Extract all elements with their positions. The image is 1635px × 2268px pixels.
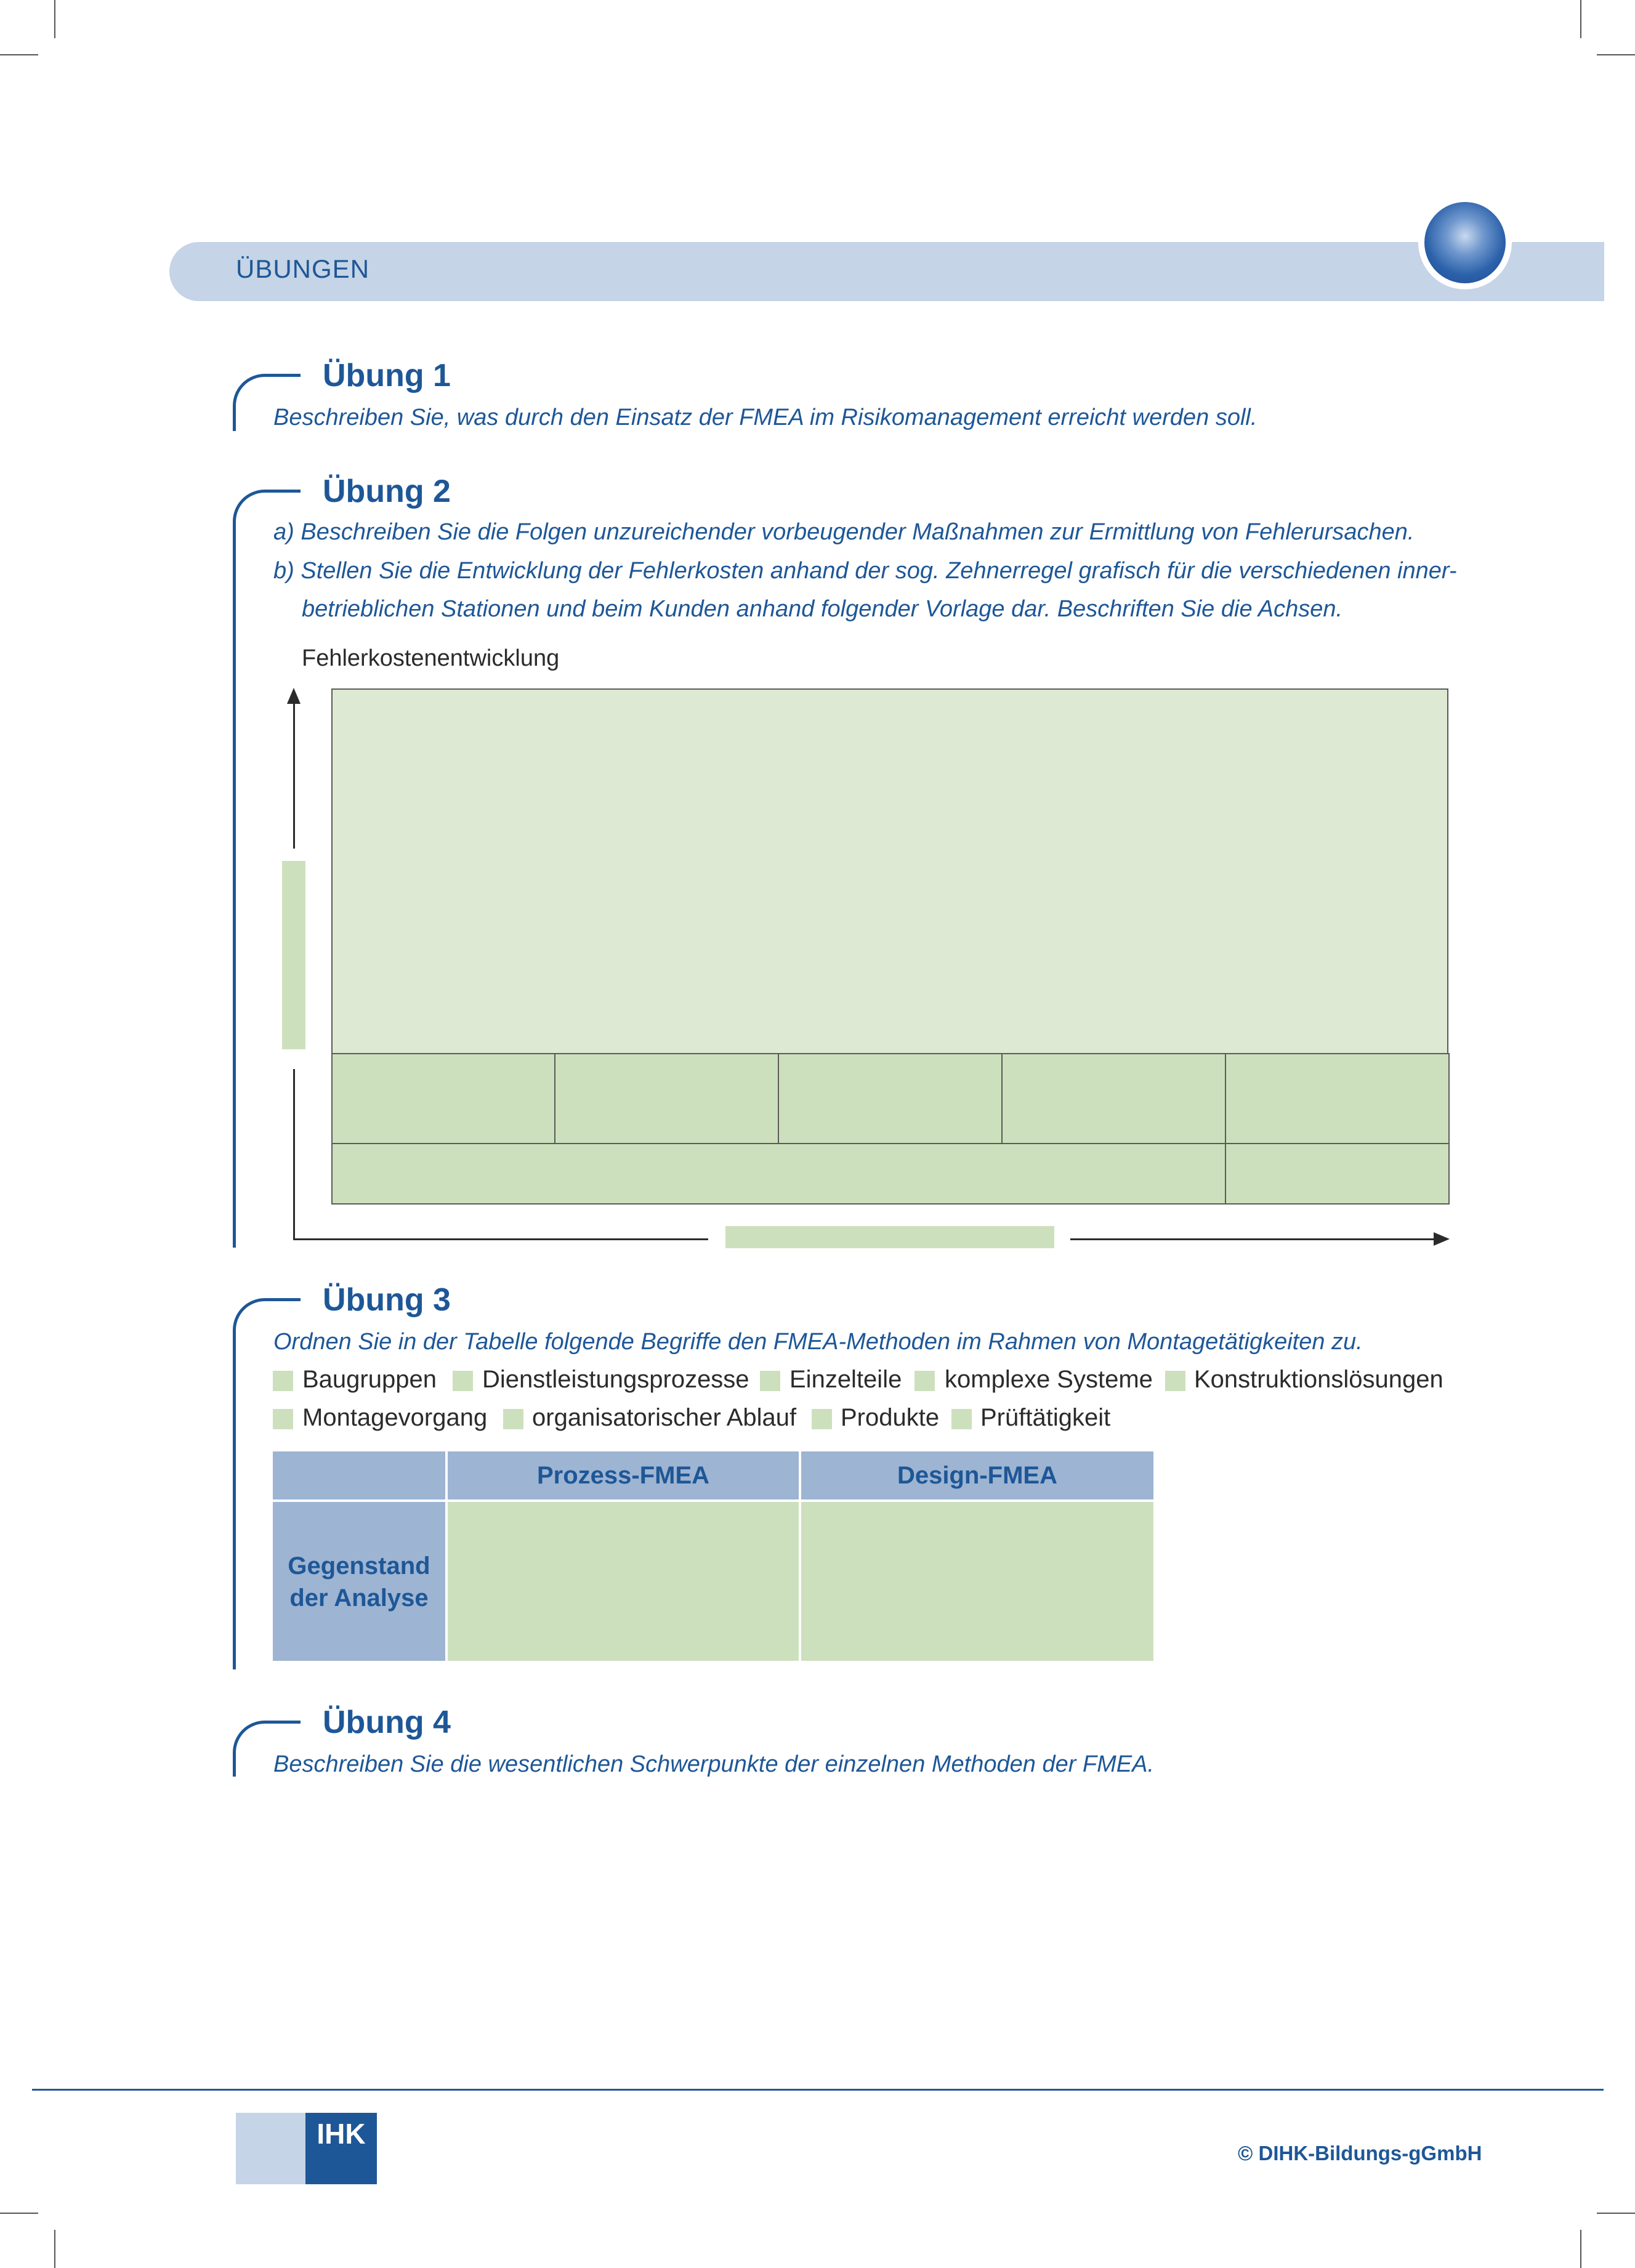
exercise-2-text-b: b) Stellen Sie die Entwicklung der Fehlerkosten anhand der sog. Zehnerregel grafisch für die verschiedenen inner- — [273, 558, 1457, 584]
copyright-text: © DIHK-Bildungs-gGmbH — [1238, 2142, 1482, 2165]
crop-mark — [1580, 0, 1581, 38]
table-row-header — [273, 1502, 445, 1661]
term-item: komplexe Systeme — [945, 1366, 1153, 1393]
x-axis-line — [293, 1238, 708, 1240]
chart-station-field — [1001, 1053, 1226, 1144]
footer-divider — [32, 2089, 1604, 2091]
term-item: Produkte — [841, 1404, 940, 1431]
table-row-header-line: Gegenstand — [288, 1552, 430, 1580]
table-corner-cell — [273, 1451, 445, 1499]
term-item: organisatorischer Ablauf — [532, 1404, 797, 1431]
exercise-2-text-b-cont: betrieblichen Stationen und beim Kunden anhand folgender Vorlage dar. Beschriften Sie die Achsen. — [302, 596, 1343, 622]
term-item: Baugruppen — [302, 1366, 437, 1393]
crop-mark — [1597, 2213, 1635, 2214]
table-header-design-fmea: Design-FMEA — [801, 1451, 1153, 1499]
chart-station-field — [778, 1053, 1003, 1144]
chart-group-field — [1225, 1143, 1450, 1205]
crop-mark — [0, 54, 38, 55]
chart-area — [331, 688, 1448, 1205]
term-bullet — [951, 1409, 972, 1429]
term-bullet — [503, 1409, 523, 1429]
y-axis-line — [293, 702, 295, 849]
chart-plot-area — [331, 688, 1448, 1054]
exercise-3-text: Ordnen Sie in der Tabelle folgende Begriffe den FMEA-Methoden im Rahmen von Montagetätigkeiten zu. — [273, 1329, 1363, 1355]
x-axis-label-field[interactable] — [725, 1226, 1054, 1248]
y-axis-line — [293, 1069, 295, 1240]
term-item: Einzelteile — [789, 1366, 902, 1393]
crop-mark — [1597, 54, 1635, 55]
x-axis-line — [1070, 1238, 1440, 1240]
term-item: Konstruktionslösungen — [1194, 1366, 1443, 1393]
exercise-1-text: Beschreiben Sie, was durch den Einsatz der FMEA im Risikomanagement erreicht werden soll. — [273, 405, 1258, 430]
exercise-3-title: Übung 3 — [323, 1282, 451, 1318]
term-bullet — [914, 1371, 935, 1391]
chart-station-field — [1225, 1053, 1450, 1144]
term-item: Prüftätigkeit — [980, 1404, 1111, 1431]
ihk-logo-text: IHK — [317, 2118, 366, 2150]
exercise-4-title: Übung 4 — [323, 1705, 451, 1740]
chart-station-field — [554, 1053, 779, 1144]
exercise-2-text-a: a) Beschreiben Sie die Folgen unzureichender vorbeugender Maßnahmen zur Ermittlung von Fehlerursachen. — [273, 519, 1415, 545]
term-item: Montagevorgang — [302, 1404, 488, 1431]
exercise-1-title: Übung 1 — [323, 358, 451, 393]
globe-icon — [1424, 202, 1506, 283]
term-bullet — [812, 1409, 832, 1429]
table-cell-design-fmea[interactable] — [801, 1502, 1153, 1661]
term-bullet — [273, 1409, 293, 1429]
term-bullet — [453, 1371, 473, 1391]
page-title: ÜBUNGEN — [236, 254, 370, 283]
y-axis-arrow — [287, 688, 301, 704]
term-bullet — [760, 1371, 780, 1391]
table-header-prozess-fmea: Prozess-FMEA — [448, 1451, 799, 1499]
chart-station-field — [331, 1053, 555, 1144]
chart-label: Fehlerkostenentwicklung — [302, 645, 560, 671]
x-axis-arrow — [1434, 1232, 1450, 1246]
crop-mark — [1580, 2230, 1581, 2268]
term-item: Dienstleistungsprozesse — [482, 1366, 749, 1393]
table-cell-prozess-fmea[interactable] — [448, 1502, 799, 1661]
chart-group-field — [331, 1143, 1226, 1205]
y-axis-label-field[interactable] — [282, 861, 305, 1049]
crop-mark — [54, 2230, 55, 2268]
exercise-4-text: Beschreiben Sie die wesentlichen Schwerpunkte der einzelnen Methoden der FMEA. — [273, 1751, 1155, 1777]
exercise-2-title: Übung 2 — [323, 474, 451, 509]
term-bullet — [1165, 1371, 1185, 1391]
header-band — [169, 242, 1604, 301]
table-row-header-line: der Analyse — [289, 1584, 429, 1612]
term-bullet — [273, 1371, 293, 1391]
crop-mark — [54, 0, 55, 38]
crop-mark — [0, 2213, 38, 2214]
